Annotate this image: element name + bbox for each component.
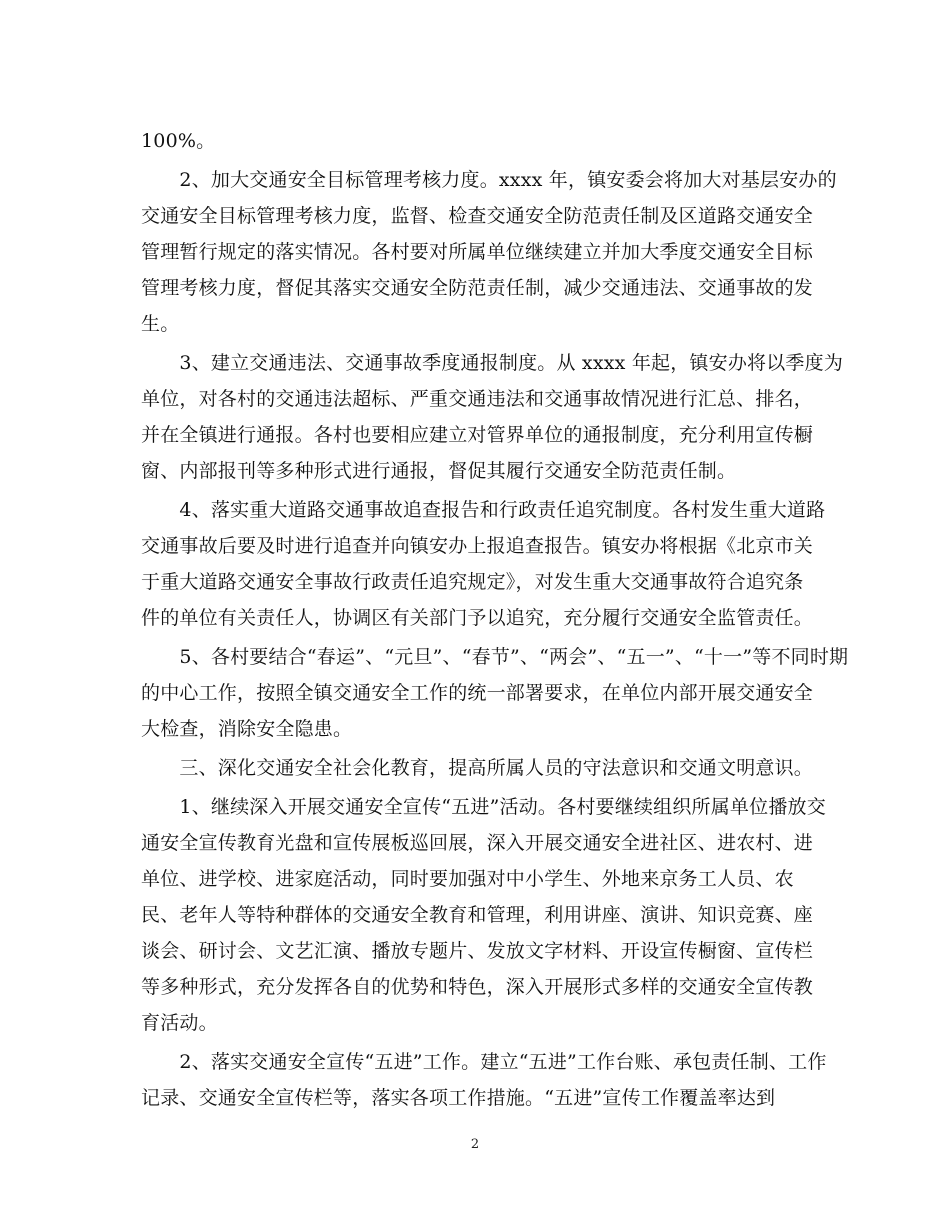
text-line: 民、老年人等特种群体的交通安全教育和管理，利用讲座、演讲、知识竞赛、座 bbox=[141, 904, 814, 926]
text-line: 并在全镇进行通报。各村也要相应建立对管界单位的通报制度，充分利用宣传橱 bbox=[141, 424, 814, 446]
text-line: 交通事故后要及时进行追查并向镇安办上报追查报告。镇安办将根据《北京市关 bbox=[141, 535, 814, 557]
text-line: 100%。 bbox=[141, 130, 216, 152]
text-line: 等多种形式，充分发挥各自的优势和特色，深入开展形式多样的交通安全宣传教 bbox=[141, 976, 814, 998]
text-line: 2、加大交通安全目标管理考核力度。xxxx 年，镇安委会将加大对基层安办的 bbox=[141, 169, 837, 191]
text-line: 三、深化交通安全社会化教育，提高所属人员的守法意识和交通文明意识。 bbox=[141, 757, 814, 779]
text-line: 交通安全目标管理考核力度，监督、检查交通安全防范责任制及区道路交通安全 bbox=[141, 205, 814, 227]
text-line: 1、继续深入开展交通安全宣传“五进”活动。各村要继续组织所属单位播放交 bbox=[141, 796, 826, 818]
text-line: 4、落实重大道路交通事故追查报告和行政责任追究制度。各村发生重大道路 bbox=[141, 499, 826, 521]
text-line: 于重大道路交通安全事故行政责任追究规定》，对发生重大交通事故符合追究条 bbox=[141, 571, 804, 593]
text-line: 育活动。 bbox=[141, 1012, 218, 1034]
text-line: 3、建立交通违法、交通事故季度通报制度。从 xxxx 年起，镇安办将以季度为 bbox=[141, 352, 844, 374]
text-line: 件的单位有关责任人，协调区有关部门予以追究，充分履行交通安全监管责任。 bbox=[141, 607, 814, 629]
text-line: 大检查，消除安全隐患。 bbox=[141, 718, 353, 740]
text-line: 5、各村要结合“春运”、“元旦”、“春节”、“两会”、“五一”、“十一”等不同时期 bbox=[141, 646, 849, 668]
text-line: 管理暂行规定的落实情况。各村要对所属单位继续建立并加大季度交通安全目标 bbox=[141, 241, 814, 263]
text-line: 管理考核力度，督促其落实交通安全防范责任制，减少交通违法、交通事故的发 bbox=[141, 277, 814, 299]
text-line: 记录、交通安全宣传栏等，落实各项工作措施。“五进”宣传工作覆盖率达到 bbox=[141, 1087, 776, 1109]
text-line: 2、落实交通安全宣传“五进”工作。建立“五进”工作台账、承包责任制、工作 bbox=[141, 1051, 827, 1073]
text-line: 的中心工作，按照全镇交通安全工作的统一部署要求，在单位内部开展交通安全 bbox=[141, 682, 814, 704]
text-line: 通安全宣传教育光盘和宣传展板巡回展，深入开展交通安全进社区、进农村、进 bbox=[141, 832, 814, 854]
text-line: 单位，对各村的交通违法超标、严重交通违法和交通事故情况进行汇总、排名， bbox=[141, 388, 814, 410]
text-line: 谈会、研讨会、文艺汇演、播放专题片、发放文字材料、开设宣传橱窗、宣传栏 bbox=[141, 940, 814, 962]
text-line: 窗、内部报刊等多种形式进行通报，督促其履行交通安全防范责任制。 bbox=[141, 460, 737, 482]
text-line: 单位、进学校、进家庭活动，同时要加强对中小学生、外地来京务工人员、农 bbox=[141, 868, 794, 890]
page-number: 2 bbox=[470, 1137, 480, 1152]
text-line: 生。 bbox=[141, 313, 180, 335]
